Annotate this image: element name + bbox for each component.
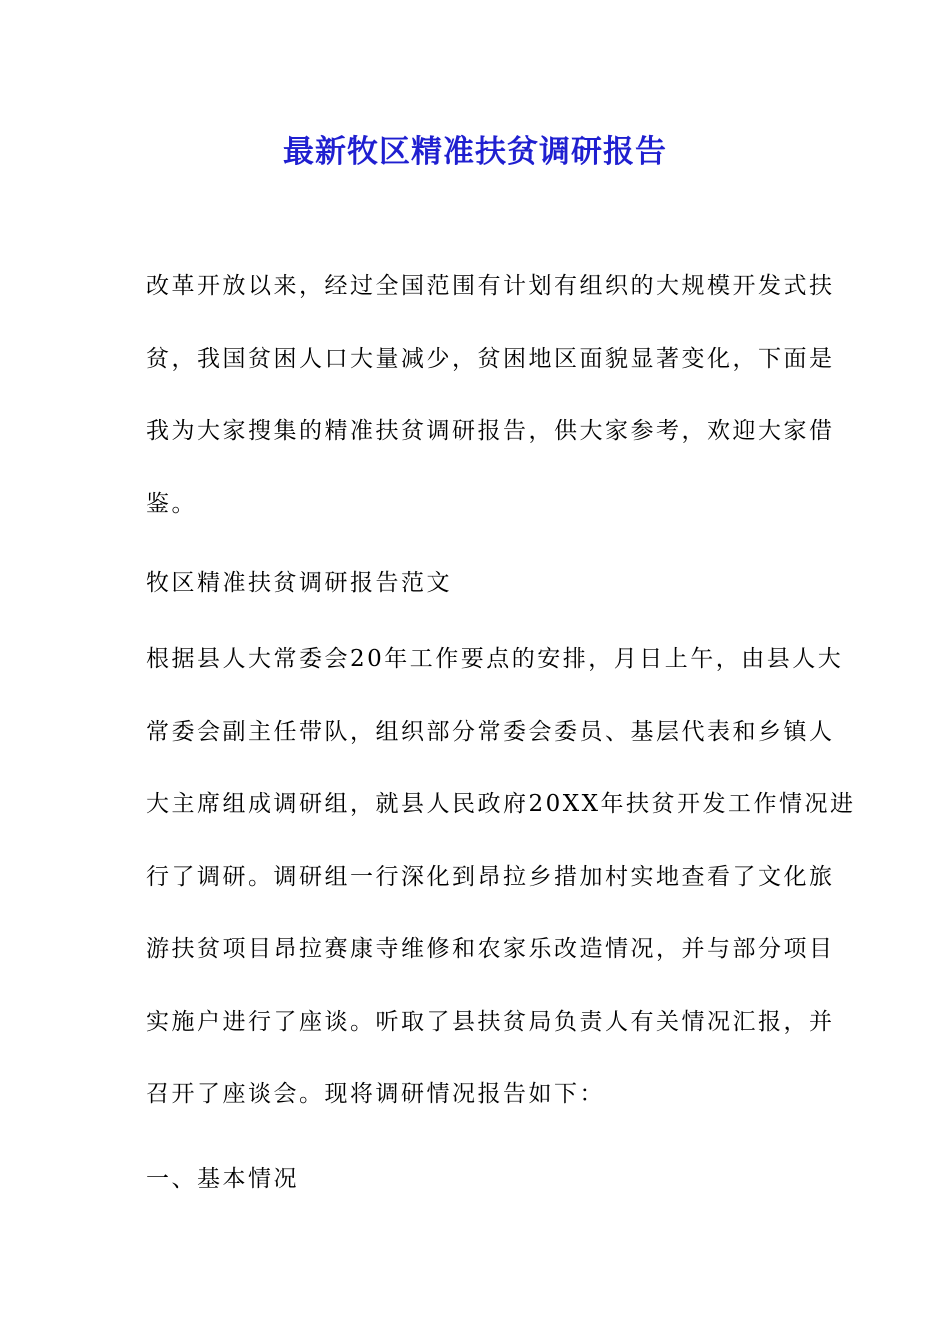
body-line: 根据县人大常委会20年工作要点的安排，月日上午，由县人大 bbox=[146, 646, 844, 672]
body-line: 召开了座谈会。现将调研情况报告如下： bbox=[146, 1081, 605, 1107]
intro-line: 贫，我国贫困人口大量减少，贫困地区面貌显著变化，下面是 bbox=[146, 345, 835, 372]
body-line: 常委会副主任带队，组织部分常委会委员、基层代表和乡镇人 bbox=[146, 718, 835, 745]
intro-line: 我为大家搜集的精准扶贫调研报告，供大家参考，欢迎大家借 bbox=[146, 418, 835, 444]
intro-paragraph bbox=[146, 250, 835, 540]
intro-line: 改革开放以来，经过全国范围有计划有组织的大规模开发式扶 bbox=[146, 273, 835, 299]
body-line: 游扶贫项目昂拉赛康寺维修和农家乐改造情况，并与部分项目 bbox=[146, 936, 835, 962]
body-paragraph bbox=[146, 623, 856, 1131]
subtitle-paragraph bbox=[146, 547, 806, 620]
section-heading: 一、基本情况 bbox=[146, 1166, 299, 1192]
intro-line: 鉴。 bbox=[146, 490, 197, 517]
document-title: 最新牧区精准扶贫调研报告 bbox=[283, 134, 667, 170]
body-line: 大主席组成调研组，就县人民政府20XX年扶贫开发工作情况进 bbox=[146, 791, 856, 817]
body-line: 行了调研。调研组一行深化到昂拉乡措加村实地查看了文化旅 bbox=[146, 863, 835, 890]
section-heading-paragraph bbox=[146, 1143, 806, 1216]
document-subtitle: 牧区精准扶贫调研报告范文 bbox=[146, 570, 452, 596]
body-line: 实施户进行了座谈。听取了县扶贫局负责人有关情况汇报，并 bbox=[146, 1008, 835, 1035]
